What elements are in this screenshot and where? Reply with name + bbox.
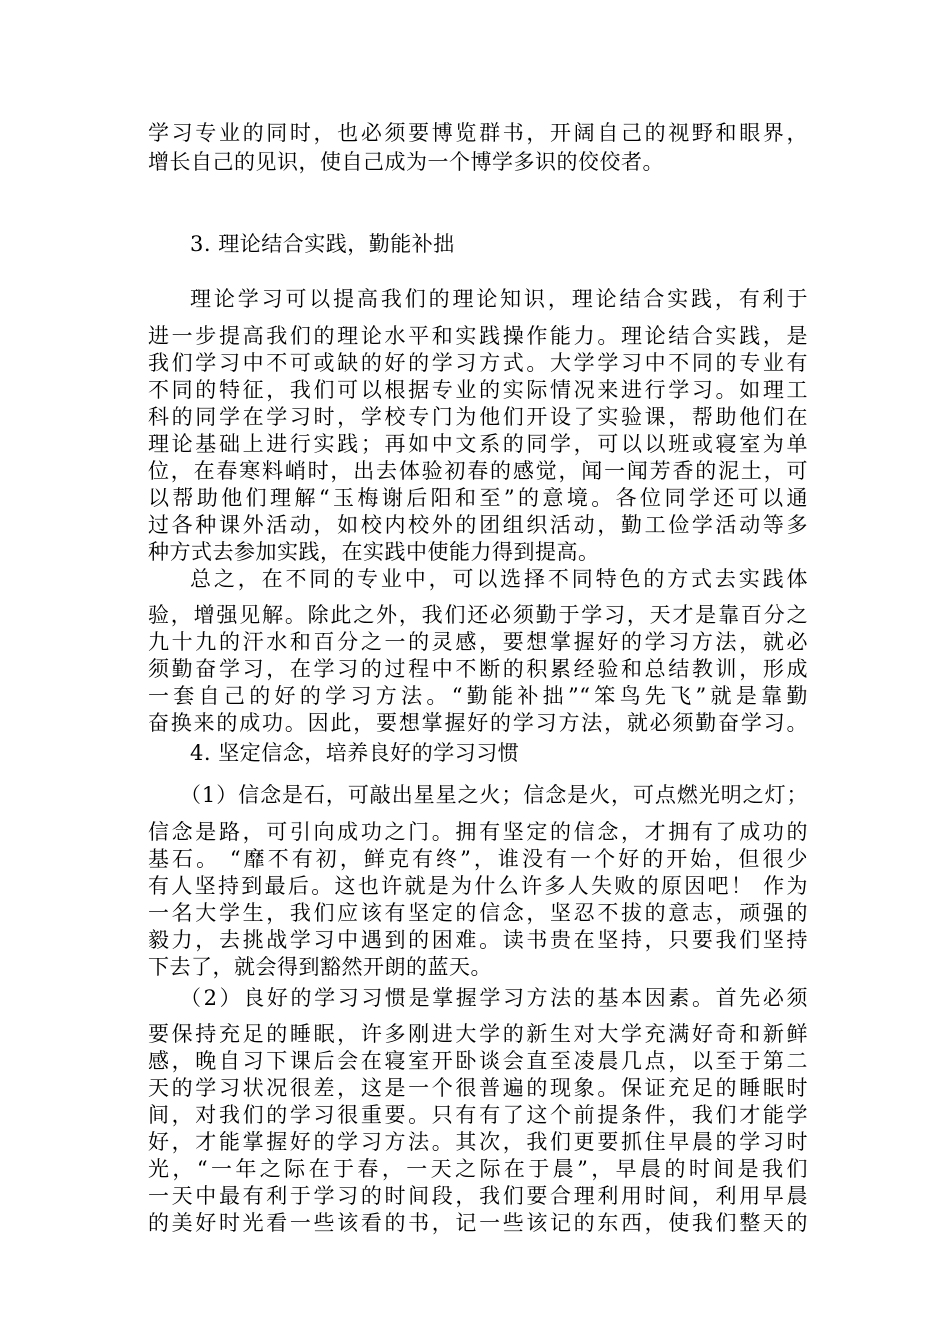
- paragraph-line: 以帮助他们理解“玉梅谢后阳和至”的意境。各位同学还可以通: [148, 486, 808, 510]
- paragraph-line: 理论学习可以提高我们的理论知识，理论结合实践，有利于: [190, 287, 808, 311]
- paragraph-line: 光，“一年之际在于春，一天之际在于晨”，早晨的时间是我们: [148, 1157, 808, 1181]
- paragraph-line: 理论基础上进行实践；再如中文系的同学，可以以班或寝室为单: [148, 432, 808, 456]
- paragraph-line: 位，在春寒料峭时，出去体验初春的感觉，闻一闻芳香的泥土，可: [148, 459, 808, 483]
- paragraph-line: （1）信念是石，可敲出星星之火；信念是火，可点燃光明之灯；: [180, 783, 808, 807]
- paragraph-line: 验，增强见解。除此之外，我们还必须勤于学习，天才是靠百分之: [148, 603, 808, 627]
- paragraph-line: 奋换来的成功。因此，要想掌握好的学习方法，就必须勤奋学习。: [148, 711, 808, 735]
- paragraph-line: 我们学习中不可或缺的好的学习方式。大学学习中不同的专业有: [148, 351, 808, 375]
- paragraph-line: 一套自己的好的学习方法。“勤能补拙”“笨鸟先飞”就是靠勤: [148, 684, 808, 708]
- paragraph-line: 总之，在不同的专业中，可以选择不同特色的方式去实践体: [190, 567, 808, 591]
- paragraph-line: （2）良好的学习习惯是掌握学习方法的基本因素。首先必须: [180, 986, 808, 1010]
- paragraph-line: 科的同学在学习时，学校专门为他们开设了实验课，帮助他们在: [148, 405, 808, 429]
- section-4-heading: 4. 坚定信念，培养良好的学习习惯: [190, 741, 520, 765]
- paragraph-line: 好，才能掌握好的学习方法。其次，我们更要抓住早晨的学习时: [148, 1130, 808, 1154]
- paragraph-line: 进一步提高我们的理论水平和实践操作能力。理论结合实践，是: [148, 324, 808, 348]
- intro-line: 增长自己的见识，使自己成为一个博学多识的佼佼者。: [148, 150, 664, 174]
- paragraph-line: 天的学习状况很差，这是一个很普遍的现象。保证充足的睡眠时: [148, 1076, 808, 1100]
- paragraph-line: 要保持充足的睡眠，许多刚进大学的新生对大学充满好奇和新鲜: [148, 1022, 808, 1046]
- section-3-heading: 3. 理论结合实践，勤能补拙: [190, 232, 455, 256]
- paragraph-line: 过各种课外活动，如校内校外的团组织活动，勤工俭学活动等多: [148, 513, 808, 537]
- paragraph-line: 不同的特征，我们可以根据专业的实际情况来进行学习。如理工: [148, 378, 808, 402]
- paragraph-line: 毅力，去挑战学习中遇到的困难。读书贵在坚持，只要我们坚持: [148, 928, 808, 952]
- paragraph-line: 感，晚自习下课后会在寝室开卧谈会直至凌晨几点，以至于第二: [148, 1049, 808, 1073]
- paragraph-line: 九十九的汗水和百分之一的灵感，要想掌握好的学习方法，就必: [148, 630, 808, 654]
- paragraph-line: 间，对我们的学习很重要。只有有了这个前提条件，我们才能学: [148, 1103, 808, 1127]
- paragraph-line: 下去了，就会得到豁然开朗的蓝天。: [148, 955, 492, 979]
- paragraph-line: 信念是路，可引向成功之门。拥有坚定的信念，才拥有了成功的: [148, 820, 808, 844]
- paragraph-line: 一天中最有利于学习的时间段，我们要合理利用时间，利用早晨: [148, 1184, 808, 1208]
- paragraph-line: 有人坚持到最后。这也许就是为什么许多人失败的原因吧！ 作为: [148, 874, 808, 898]
- paragraph-line: 的美好时光看一些该看的书，记一些该记的东西，使我们整天的: [148, 1211, 808, 1235]
- paragraph-line: 种方式去参加实践，在实践中使能力得到提高。: [148, 540, 600, 564]
- paragraph-line: 一名大学生，我们应该有坚定的信念，坚忍不拔的意志，顽强的: [148, 901, 808, 925]
- paragraph-line: 基石。 “靡不有初，鲜克有终”，谁没有一个好的开始，但很少: [148, 847, 808, 871]
- paragraph-line: 须勤奋学习，在学习的过程中不断的积累经验和总结教训，形成: [148, 657, 808, 681]
- intro-line: 学习专业的同时，也必须要博览群书，开阔自己的视野和眼界，: [148, 121, 808, 145]
